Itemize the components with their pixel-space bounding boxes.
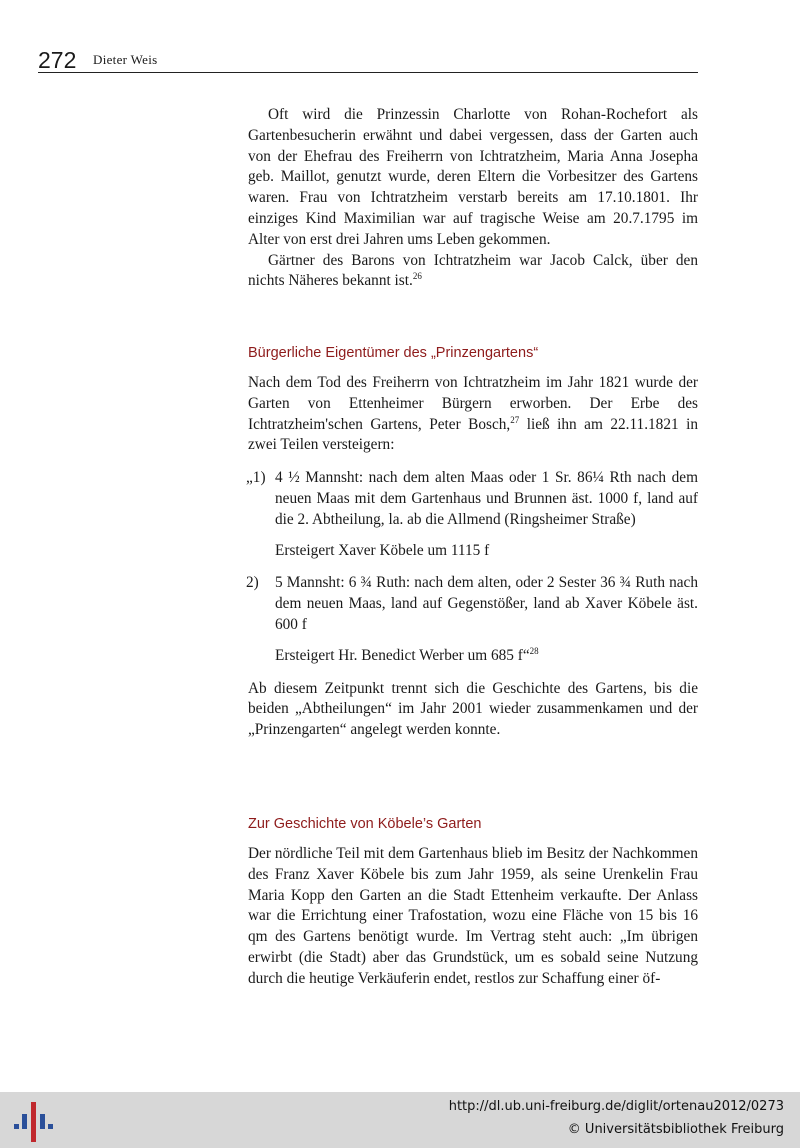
ub-freiburg-logo-icon bbox=[14, 1100, 54, 1144]
paragraph-gardener bbox=[248, 251, 698, 293]
list-item-text-1: 4 ½ Mannsht: nach dem alten Maas oder 1 Sr. 86¼ Rth nach dem neuen Maas mit dem Gartenhaus und Brunnen äst. 1000 f, land auf die 2. Abtheilung, la. ab die Allmend (Ringsheimer Straße) bbox=[275, 469, 698, 528]
source-url-link[interactable]: http://dl.ub.uni-freiburg.de/diglit/ortenau2012/0273 bbox=[448, 1099, 784, 1114]
paragraph-gardener-text: Gärtner des Barons von Ichtratzheim war Jacob Calck, über den nichts Näheres bekannt ist. bbox=[248, 251, 698, 290]
paragraph-charlotte: Oft wird die Prinzessin Charlotte von Rohan-Rochefort als Gartenbesucherin erwähnt und dabei vergessen, dass der Garten auch von der Ehefrau des Freiherrn von Ichtratzheim, Maria Anna Josepha geb. Maillot, genutzt wurde, deren Eltern die Vorbesitzer des Gartens waren. Frau von Ichtratzheim verstarb bereits am 17.10.1801. Ihr einziges Kind Maximilian war auf tragische Weise am 20.7.1795 im Alter von erst drei Jahren ums Leben gekommen. bbox=[248, 106, 698, 248]
paragraph-closing: Ab diesem Zeitpunkt trennt sich die Geschichte des Gartens, bis die beiden „Abtheilungen“ im Jahr 2001 wieder zusammenkamen und der „Prinzengarten“ angelegt werden konnte. bbox=[248, 679, 698, 739]
footnote-ref-26: 26 bbox=[412, 271, 422, 282]
paragraph-koebele-history: Der nördliche Teil mit dem Gartenhaus blieb im Besitz der Nachkommen des Franz Xaver Köbele bis zum Jahr 1959, als seine Urenkelin Frau Maria Kopp den Garten an die Stadt Ettenheim verkaufte. Der Anlass war die Errichtung einer Trafostation, wozu eine Fläche von 15 bis 16 qm des Gartens benötigt wurde. Im Vertrag steht auch: „Im übrigen erwirbt (die Stadt) aber das Grundstück, um es sobald seine Nutzung durch die heutige Verkäuferin endet, restlos zur Schaffung einer öf- bbox=[248, 845, 698, 987]
list-item-lot-2 bbox=[248, 573, 698, 635]
section-koebele-garten bbox=[248, 814, 698, 990]
copyright-notice: © Universitätsbibliothek Freiburg bbox=[567, 1122, 784, 1137]
list-item-text-2: 5 Mannsht: 6 ¾ Ruth: nach dem alten, oder 2 Sester 36 ¾ Ruth nach dem neuen Maas, land auf Gegenstößer, land ab Xaver Köbele äst. 600 f bbox=[275, 574, 698, 633]
list-item-number-2: 2) bbox=[246, 574, 259, 592]
list-item-result-2-text: Ersteigert Hr. Benedict Werber um 685 f“ bbox=[275, 646, 530, 664]
running-header bbox=[38, 44, 698, 73]
list-item-number-1: „1) bbox=[246, 469, 266, 487]
running-head-author: Dieter Weis bbox=[93, 52, 158, 67]
section-buergerliche-eigentuemer bbox=[248, 343, 698, 741]
paragraph-sale-intro bbox=[248, 373, 698, 456]
footnote-ref-28: 28 bbox=[529, 645, 539, 656]
footer-bar bbox=[0, 1092, 800, 1148]
paragraph-sale-intro-text: Nach dem Tod des Freiherrn von Ichtratzheim im Jahr 1821 wurde der Garten von Ettenheimer Bürgern erworben. Der Erbe des Ichtratzheim'schen Gartens, Peter Bosch, bbox=[248, 374, 698, 433]
list-item-result-1: Ersteigert Xaver Köbele um 1115 f bbox=[275, 541, 490, 559]
page-number: 272 bbox=[38, 47, 77, 73]
section-heading-koebele: Zur Geschichte von Köbele’s Garten bbox=[248, 816, 482, 832]
paragraph-sale-intro-end: ließ ihn am 22.11.1821 in zwei Teilen versteigern: bbox=[248, 415, 698, 454]
list-item-lot-1 bbox=[248, 468, 698, 530]
footnote-ref-27: 27 bbox=[510, 414, 520, 425]
list-item-result-2 bbox=[248, 646, 698, 667]
section-heading-buergerliche: Bürgerliche Eigentümer des „Prinzengartens“ bbox=[248, 345, 539, 361]
text-block-intro bbox=[248, 105, 698, 292]
